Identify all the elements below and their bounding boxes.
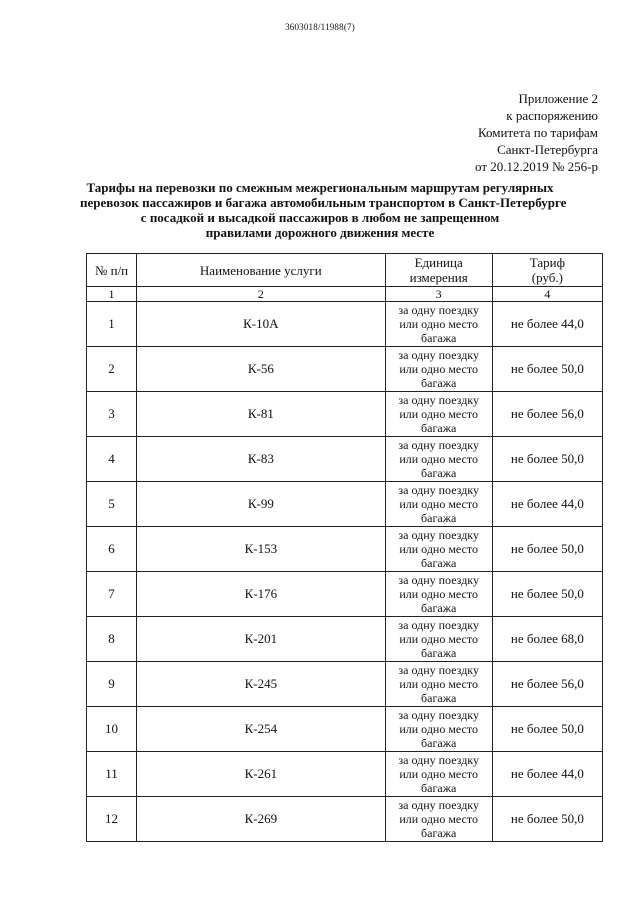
appendix-line: от 20.12.2019 № 256-р [475, 159, 598, 174]
unit-line: багажа [421, 511, 457, 525]
tariff-value: не более 50,0 [492, 347, 602, 392]
table-row [87, 617, 603, 662]
tariff-value: не более 68,0 [492, 617, 602, 662]
unit-line: багажа [421, 826, 457, 840]
title-line: перевозок пассажиров и багажа автомобильным транспортом в Санкт-Петербурге [80, 195, 567, 210]
row-number: 12 [87, 797, 137, 842]
document-title [80, 180, 567, 240]
service-name: К-81 [137, 392, 385, 437]
service-name: К-56 [137, 347, 385, 392]
tariff-value: не более 50,0 [492, 527, 602, 572]
table-row [87, 572, 603, 617]
unit-line: или одно место [399, 587, 478, 601]
title-line: Тарифы на перевозки по смежным межрегиональным маршрутам регулярных [86, 180, 554, 195]
service-name: К-254 [137, 707, 385, 752]
unit-of-measure [385, 527, 492, 572]
unit-of-measure [385, 572, 492, 617]
row-number: 11 [87, 752, 137, 797]
row-number: 3 [87, 392, 137, 437]
tariff-value: не более 56,0 [492, 662, 602, 707]
service-name: К-245 [137, 662, 385, 707]
unit-line: или одно место [399, 632, 478, 646]
tariff-value: не более 50,0 [492, 437, 602, 482]
unit-line: или одно место [399, 722, 478, 736]
title-line: с посадкой и высадкой пассажиров в любом не запрещенном [140, 210, 500, 225]
table-row [87, 482, 603, 527]
unit-line: багажа [421, 331, 457, 345]
unit-line: за одну поездку [398, 708, 479, 722]
unit-line: багажа [421, 691, 457, 705]
row-number: 7 [87, 572, 137, 617]
unit-line: багажа [421, 376, 457, 390]
unit-line: или одно место [399, 767, 478, 781]
service-name: К-83 [137, 437, 385, 482]
tariff-value: не более 44,0 [492, 482, 602, 527]
service-name: К-201 [137, 617, 385, 662]
tariff-value: не более 50,0 [492, 707, 602, 752]
row-number: 8 [87, 617, 137, 662]
table-row [87, 392, 603, 437]
appendix-line: Приложение 2 [518, 91, 598, 106]
header-num: № п/п [87, 254, 137, 287]
unit-line: багажа [421, 736, 457, 750]
unit-line: или одно место [399, 362, 478, 376]
unit-line: за одну поездку [398, 573, 479, 587]
unit-line: или одно место [399, 452, 478, 466]
unit-line: багажа [421, 646, 457, 660]
unit-line: за одну поездку [398, 438, 479, 452]
title-line: правилами дорожного движения месте [205, 225, 435, 240]
unit-line: багажа [421, 421, 457, 435]
unit-line: багажа [421, 556, 457, 570]
row-number: 2 [87, 347, 137, 392]
row-number: 10 [87, 707, 137, 752]
header-unit-line: Единица [414, 255, 463, 270]
unit-line: багажа [421, 781, 457, 795]
unit-line: за одну поездку [398, 618, 479, 632]
table-row [87, 752, 603, 797]
table-row [87, 347, 603, 392]
header-unit-line: измерения [409, 270, 468, 285]
unit-of-measure [385, 752, 492, 797]
unit-of-measure [385, 707, 492, 752]
table-row [87, 527, 603, 572]
tariff-value: не более 50,0 [492, 572, 602, 617]
unit-line: за одну поездку [398, 393, 479, 407]
service-name: К-10А [137, 302, 385, 347]
row-number: 5 [87, 482, 137, 527]
column-number: 4 [492, 287, 602, 302]
table-row [87, 302, 603, 347]
service-name: К-269 [137, 797, 385, 842]
unit-line: за одну поездку [398, 798, 479, 812]
unit-of-measure [385, 662, 492, 707]
unit-line: или одно место [399, 677, 478, 691]
tariff-value: не более 44,0 [492, 302, 602, 347]
table-row [87, 707, 603, 752]
table-row [87, 437, 603, 482]
header-unit [385, 254, 492, 287]
appendix-line: Санкт-Петербурга [497, 142, 598, 157]
service-name: К-261 [137, 752, 385, 797]
unit-of-measure [385, 392, 492, 437]
column-number: 3 [385, 287, 492, 302]
column-number: 2 [137, 287, 385, 302]
row-number: 9 [87, 662, 137, 707]
unit-line: или одно место [399, 497, 478, 511]
unit-line: или одно место [399, 317, 478, 331]
header-tariff [492, 254, 602, 287]
unit-of-measure [385, 482, 492, 527]
row-number: 1 [87, 302, 137, 347]
tariff-table [86, 253, 603, 842]
column-number-row [87, 287, 603, 302]
unit-line: за одну поездку [398, 303, 479, 317]
unit-line: или одно место [399, 542, 478, 556]
appendix-line: Комитета по тарифам [478, 125, 598, 140]
unit-line: или одно место [399, 812, 478, 826]
service-name: К-99 [137, 482, 385, 527]
row-number: 4 [87, 437, 137, 482]
service-name: К-153 [137, 527, 385, 572]
row-number: 6 [87, 527, 137, 572]
header-tariff-line: Тариф [529, 255, 566, 270]
unit-line: багажа [421, 601, 457, 615]
tariff-value: не более 56,0 [492, 392, 602, 437]
table-body [87, 302, 603, 842]
tariff-value: не более 50,0 [492, 797, 602, 842]
unit-line: багажа [421, 466, 457, 480]
unit-of-measure [385, 617, 492, 662]
header-service: Наименование услуги [137, 254, 385, 287]
unit-of-measure [385, 347, 492, 392]
appendix-line: к распоряжению [506, 108, 598, 123]
unit-line: за одну поездку [398, 663, 479, 677]
unit-line: за одну поездку [398, 348, 479, 362]
tariff-value: не более 44,0 [492, 752, 602, 797]
appendix-block [475, 90, 598, 175]
unit-of-measure [385, 302, 492, 347]
unit-of-measure [385, 437, 492, 482]
table-header-row [87, 254, 603, 287]
unit-line: или одно место [399, 407, 478, 421]
header-tariff-line: (руб.) [531, 270, 563, 285]
document-id: 3603018/11988(7) [285, 22, 355, 32]
table-row [87, 662, 603, 707]
service-name: К-176 [137, 572, 385, 617]
unit-line: за одну поездку [398, 528, 479, 542]
table-row [87, 797, 603, 842]
column-number: 1 [87, 287, 137, 302]
unit-line: за одну поездку [398, 753, 479, 767]
unit-line: за одну поездку [398, 483, 479, 497]
unit-of-measure [385, 797, 492, 842]
